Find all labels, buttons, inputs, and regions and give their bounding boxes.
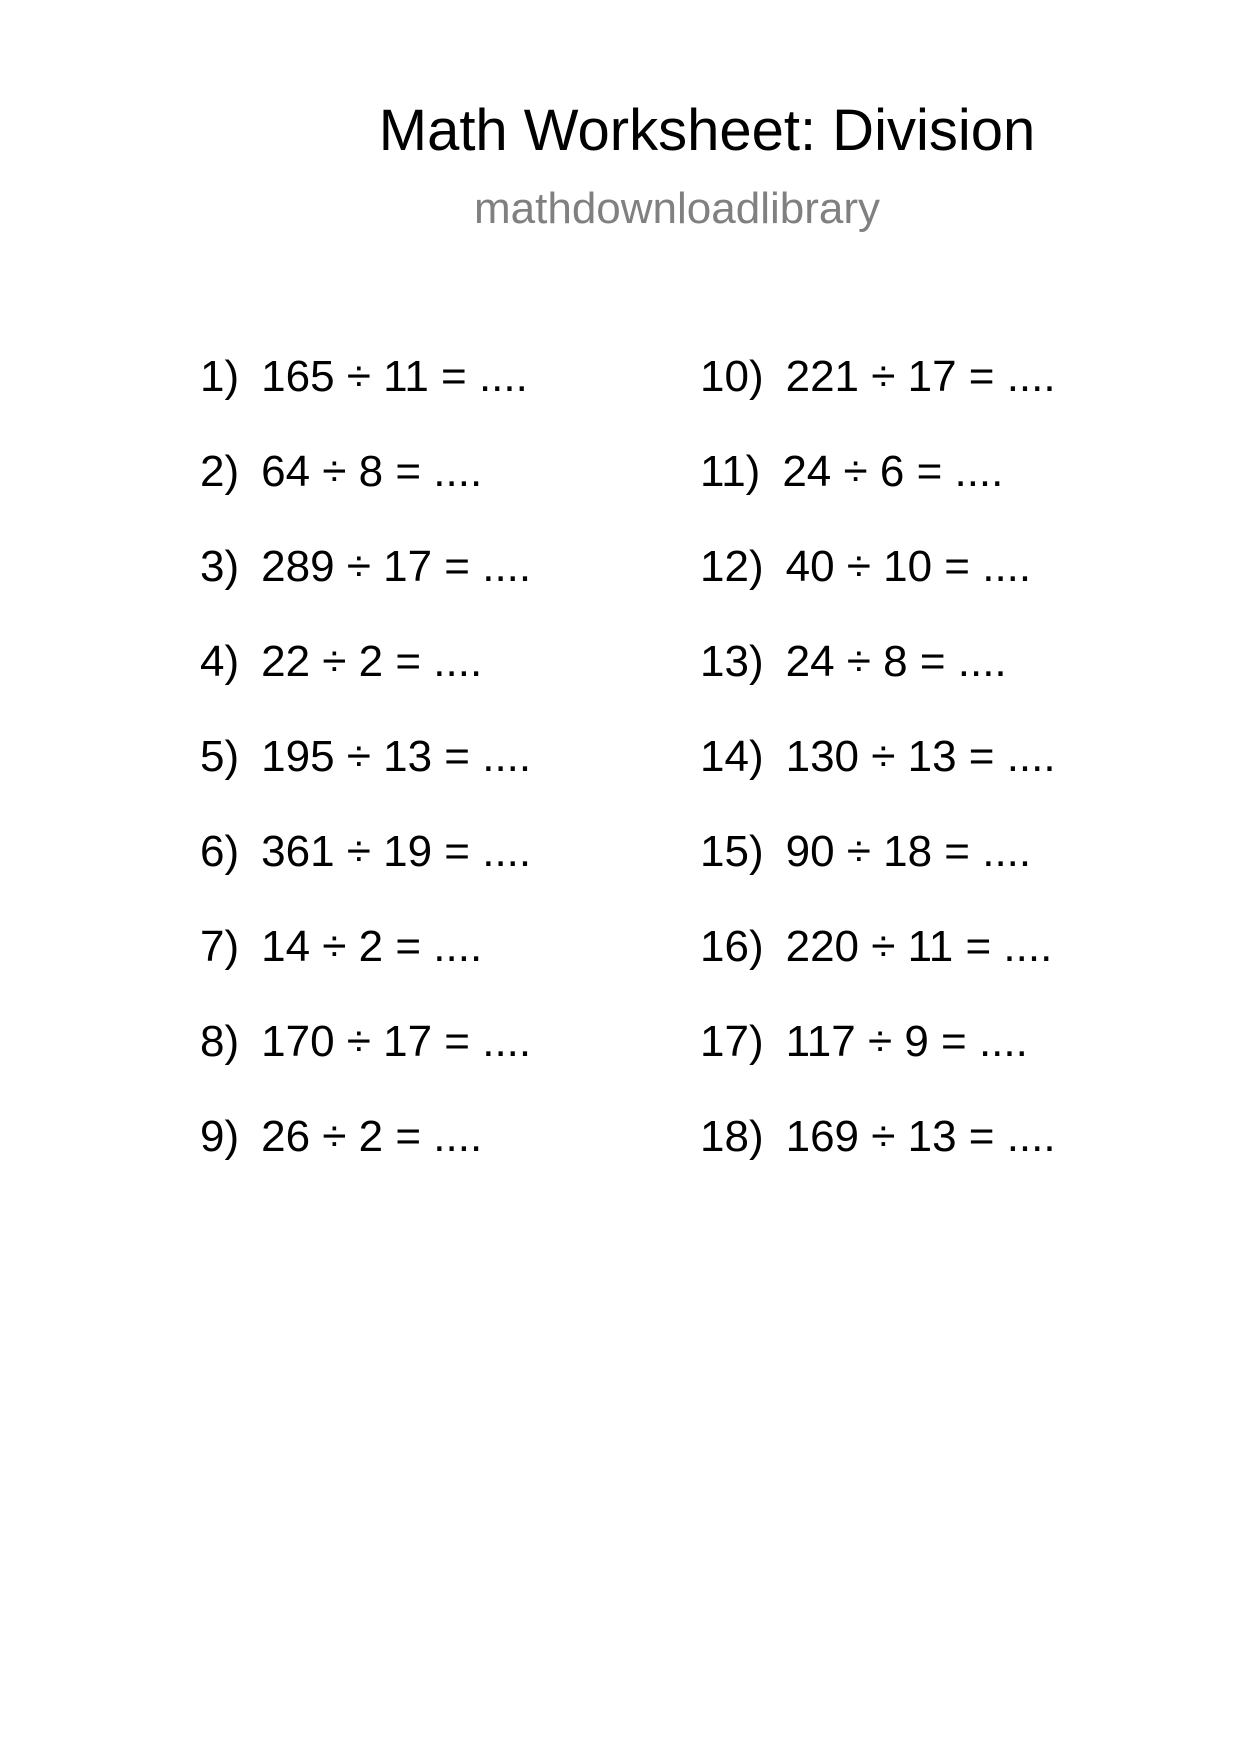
page-subtitle: mathdownloadlibrary: [474, 184, 880, 233]
problem-item: [700, 922, 1056, 1017]
problem-expression: 165 ÷ 11 = ....: [261, 352, 528, 401]
problem-item: [200, 1112, 531, 1207]
problem-item: [200, 827, 531, 922]
problem-item: [700, 827, 1056, 922]
problem-expression: 24 ÷ 8 = ....: [785, 637, 1007, 686]
problem-item: [200, 542, 531, 637]
problem-item: [200, 637, 531, 732]
problem-number: 12): [700, 542, 764, 591]
problem-expression: 40 ÷ 10 = ....: [785, 542, 1032, 591]
problem-number: 10): [700, 352, 764, 401]
problem-expression: 64 ÷ 8 = ....: [261, 447, 483, 496]
problem-number: 6): [200, 827, 240, 876]
problem-number: 4): [200, 637, 240, 686]
problem-number: 18): [700, 1112, 764, 1161]
problem-number: 13): [700, 637, 764, 686]
problem-expression: 90 ÷ 18 = ....: [785, 827, 1032, 876]
problem-number: 15): [700, 827, 764, 876]
problem-expression: 289 ÷ 17 = ....: [261, 542, 532, 591]
problem-item: [700, 447, 1056, 542]
problem-number: 2): [200, 447, 240, 496]
problem-number: 11): [700, 447, 761, 496]
problem-expression: 170 ÷ 17 = ....: [261, 1017, 532, 1066]
problem-item: [700, 732, 1056, 827]
page-title: Math Worksheet: Division: [378, 98, 1036, 163]
problem-item: [200, 732, 531, 827]
problem-item: [200, 352, 531, 447]
problem-expression: 14 ÷ 2 = ....: [261, 922, 483, 971]
problem-number: 3): [200, 542, 240, 591]
problem-item: [700, 1017, 1056, 1112]
problem-expression: 24 ÷ 6 = ....: [782, 447, 1004, 496]
problem-number: 7): [200, 922, 240, 971]
problem-expression: 130 ÷ 13 = ....: [785, 732, 1056, 781]
problem-item: [700, 542, 1056, 637]
problem-item: [700, 1112, 1056, 1207]
problem-item: [200, 447, 531, 542]
problem-number: 16): [700, 922, 764, 971]
problem-column-left: [200, 352, 531, 1207]
problem-expression: 169 ÷ 13 = ....: [785, 1112, 1056, 1161]
problem-expression: 22 ÷ 2 = ....: [261, 637, 483, 686]
problem-number: 1): [200, 352, 240, 401]
problem-number: 17): [700, 1017, 764, 1066]
problem-number: 14): [700, 732, 764, 781]
problem-item: [200, 922, 531, 1017]
problem-item: [200, 1017, 531, 1112]
problem-expression: 361 ÷ 19 = ....: [261, 827, 532, 876]
problem-expression: 117 ÷ 9 = ....: [785, 1017, 1028, 1066]
problem-column-right: [700, 352, 1056, 1207]
problem-expression: 220 ÷ 11 = ....: [785, 922, 1053, 971]
problem-number: 5): [200, 732, 240, 781]
problem-expression: 26 ÷ 2 = ....: [261, 1112, 483, 1161]
problem-expression: 221 ÷ 17 = ....: [785, 352, 1056, 401]
problem-item: [700, 352, 1056, 447]
problem-expression: 195 ÷ 13 = ....: [261, 732, 532, 781]
problem-item: [700, 637, 1056, 732]
problem-number: 8): [200, 1017, 240, 1066]
problem-number: 9): [200, 1112, 240, 1161]
